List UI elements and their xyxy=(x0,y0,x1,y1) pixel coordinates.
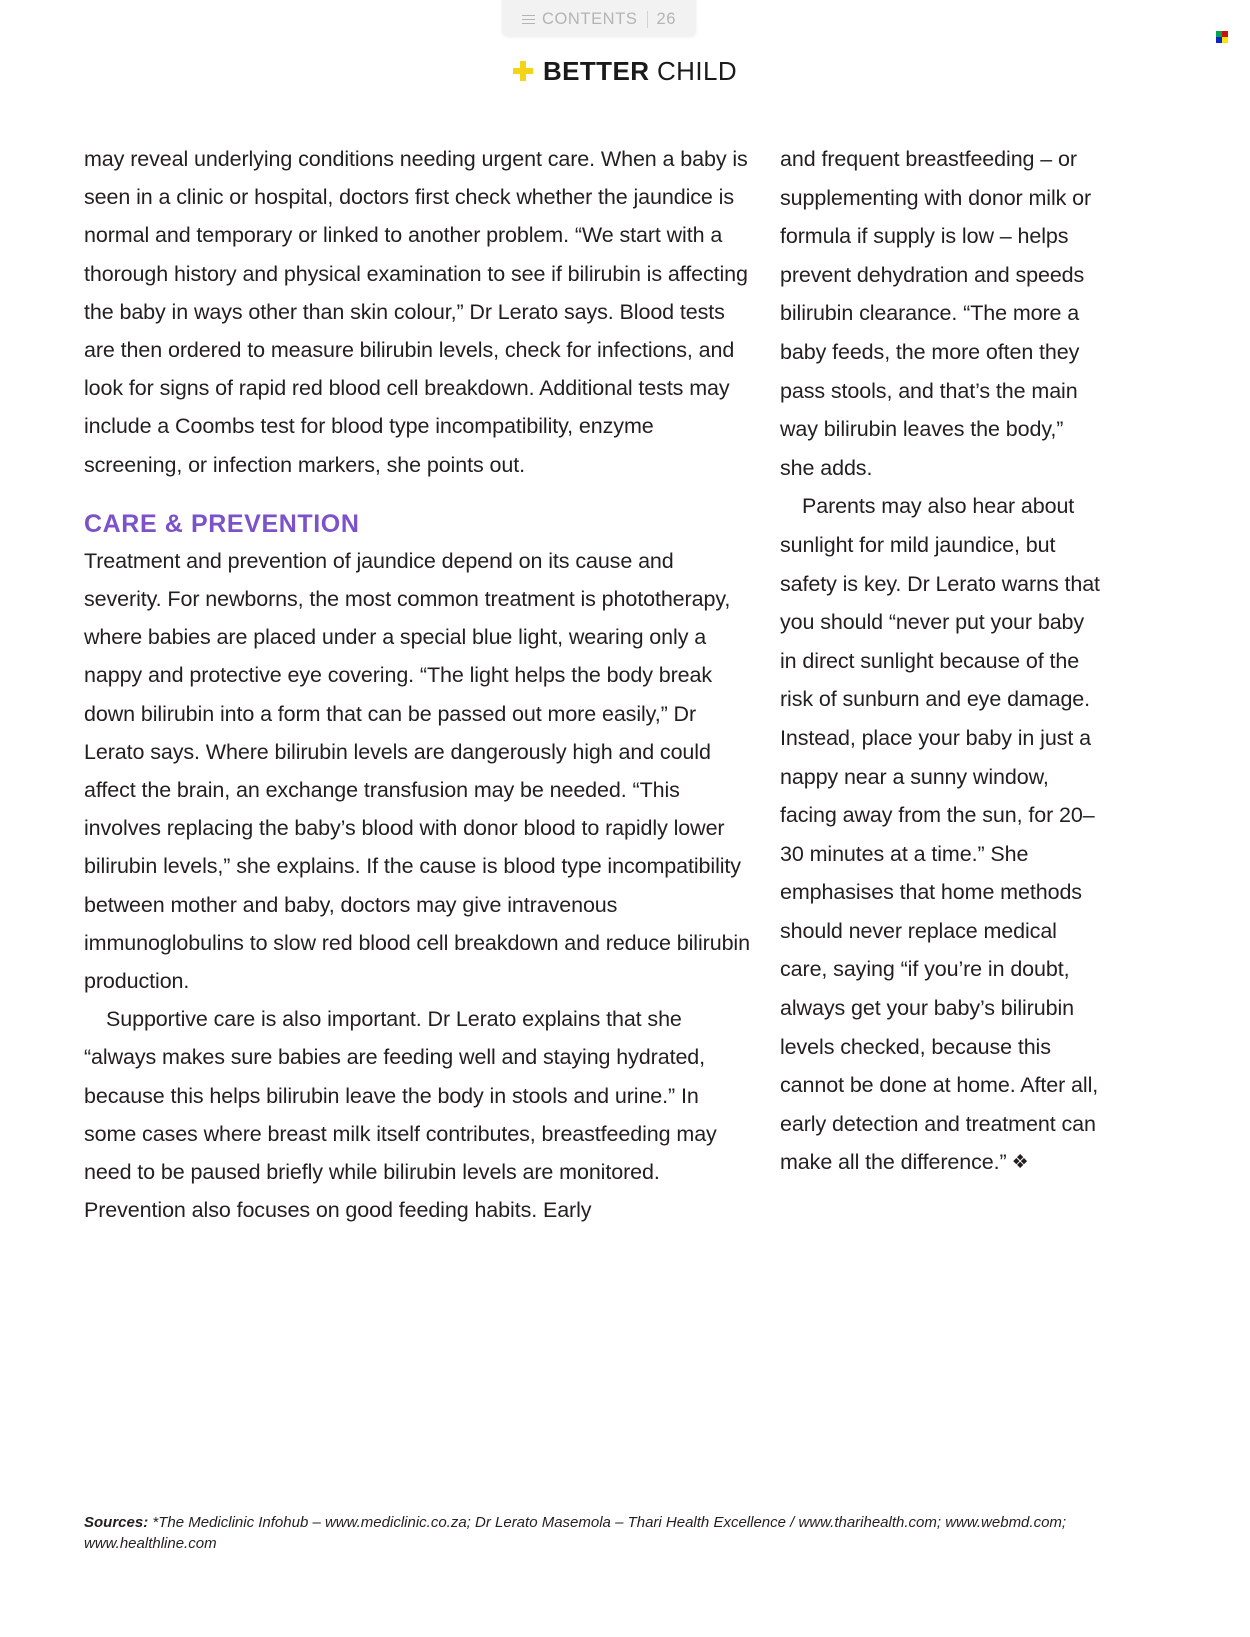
registration-color-swatch xyxy=(1216,31,1228,43)
swatch-yellow xyxy=(1222,37,1228,43)
contents-divider xyxy=(647,11,648,28)
hamburger-icon xyxy=(522,14,535,25)
paragraph: Supportive care is also important. Dr Lerato explains that she “always makes sure babies are feeding well and staying hydrated, because this helps bilirubin leave the body in stools and urine.” In some cases where breast milk itself contributes, breastfeeding may need to be paused briefly while bilirubin levels are monitored. Prevention also focuses on good feeding habits. Early xyxy=(84,1007,717,1223)
paragraph: may reveal underlying conditions needing urgent care. When a baby is seen in a clinic or hospital, doctors first check whether the jaundice is normal and temporary or linked to another problem. “We start with a thorough history and physical examination to see if bilirubin is affecting the baby in ways other than skin colour,” Dr Lerato says. Blood tests are then ordered to measure bilirubin levels, check for infections, and look for signs of rapid red blood cell breakdown. Additional tests may include a Coombs test for blood type incompatibility, enzyme screening, or infection markers, she points out. xyxy=(84,147,748,477)
article-column-right xyxy=(780,140,1102,1229)
masthead-title-light: CHILD xyxy=(649,56,738,86)
cross-icon xyxy=(513,61,533,81)
paragraph: and frequent breastfeeding – or supplementing with donor milk or formula if supply is low – helps prevent dehydration and speeds bilirubin clearance. “The more a baby feeds, the more often they pass stools, and that’s the main way bilirubin leaves the body,” she adds. xyxy=(780,147,1092,480)
section-heading: CARE & PREVENTION xyxy=(84,509,360,538)
contents-label: CONTENTS xyxy=(541,10,638,28)
article-column-left xyxy=(84,140,752,1229)
end-of-article-icon: ❖ xyxy=(1011,1152,1029,1174)
paragraph: Treatment and prevention of jaundice depend on its cause and severity. For newborns, the most common treatment is phototherapy, where babies are placed under a special blue light, wearing only a nappy and protective eye covering. “The light helps the body break down bilirubin into a form that can be passed out more easily,” Dr Lerato says. Where bilirubin levels are dangerously high and could affect the brain, an exchange transfusion may be needed. “This involves replacing the baby’s blood with donor blood to rapidly lower bilirubin levels,” she explains. If the cause is blood type incompatibility between mother and baby, doctors may give intravenous immunoglobulins to slow red blood cell breakdown and reduce bilirubin production. xyxy=(84,548,750,994)
paragraph-text: Parents may also hear about sunlight for mild jaundice, but safety is key. Dr Lerato warns that you should “never put your baby in direct sunlight because of the risk of sunburn and eye damage. Instead, place your baby in just a nappy near a sunny window, facing away from the sun, for 20–30 minutes at a time.” She emphasises that home methods should never replace medical care, saying “if you’re in doubt, always get your baby’s bilirubin levels checked, because this cannot be done at home. After all, early detection and treatment can make all the difference.” xyxy=(780,494,1100,1175)
sources-label: Sources: xyxy=(84,1514,149,1531)
page-number: 26 xyxy=(656,10,677,28)
article-body xyxy=(84,140,1108,1229)
masthead-title-bold: BETTER xyxy=(542,56,650,86)
masthead xyxy=(0,58,1250,84)
sources-text: *The Mediclinic Infohub – www.mediclinic.co.za; Dr Lerato Masemola – Thari Health Excellence / www.tharihealth.com; www.webmd.com; www.healthline.com xyxy=(84,1514,1067,1552)
contents-tab-inner xyxy=(522,10,676,29)
sources-footnote xyxy=(84,1512,1124,1554)
contents-tab[interactable] xyxy=(502,0,696,36)
paragraph-with-endmark xyxy=(780,487,1102,1182)
page-title xyxy=(543,58,737,84)
